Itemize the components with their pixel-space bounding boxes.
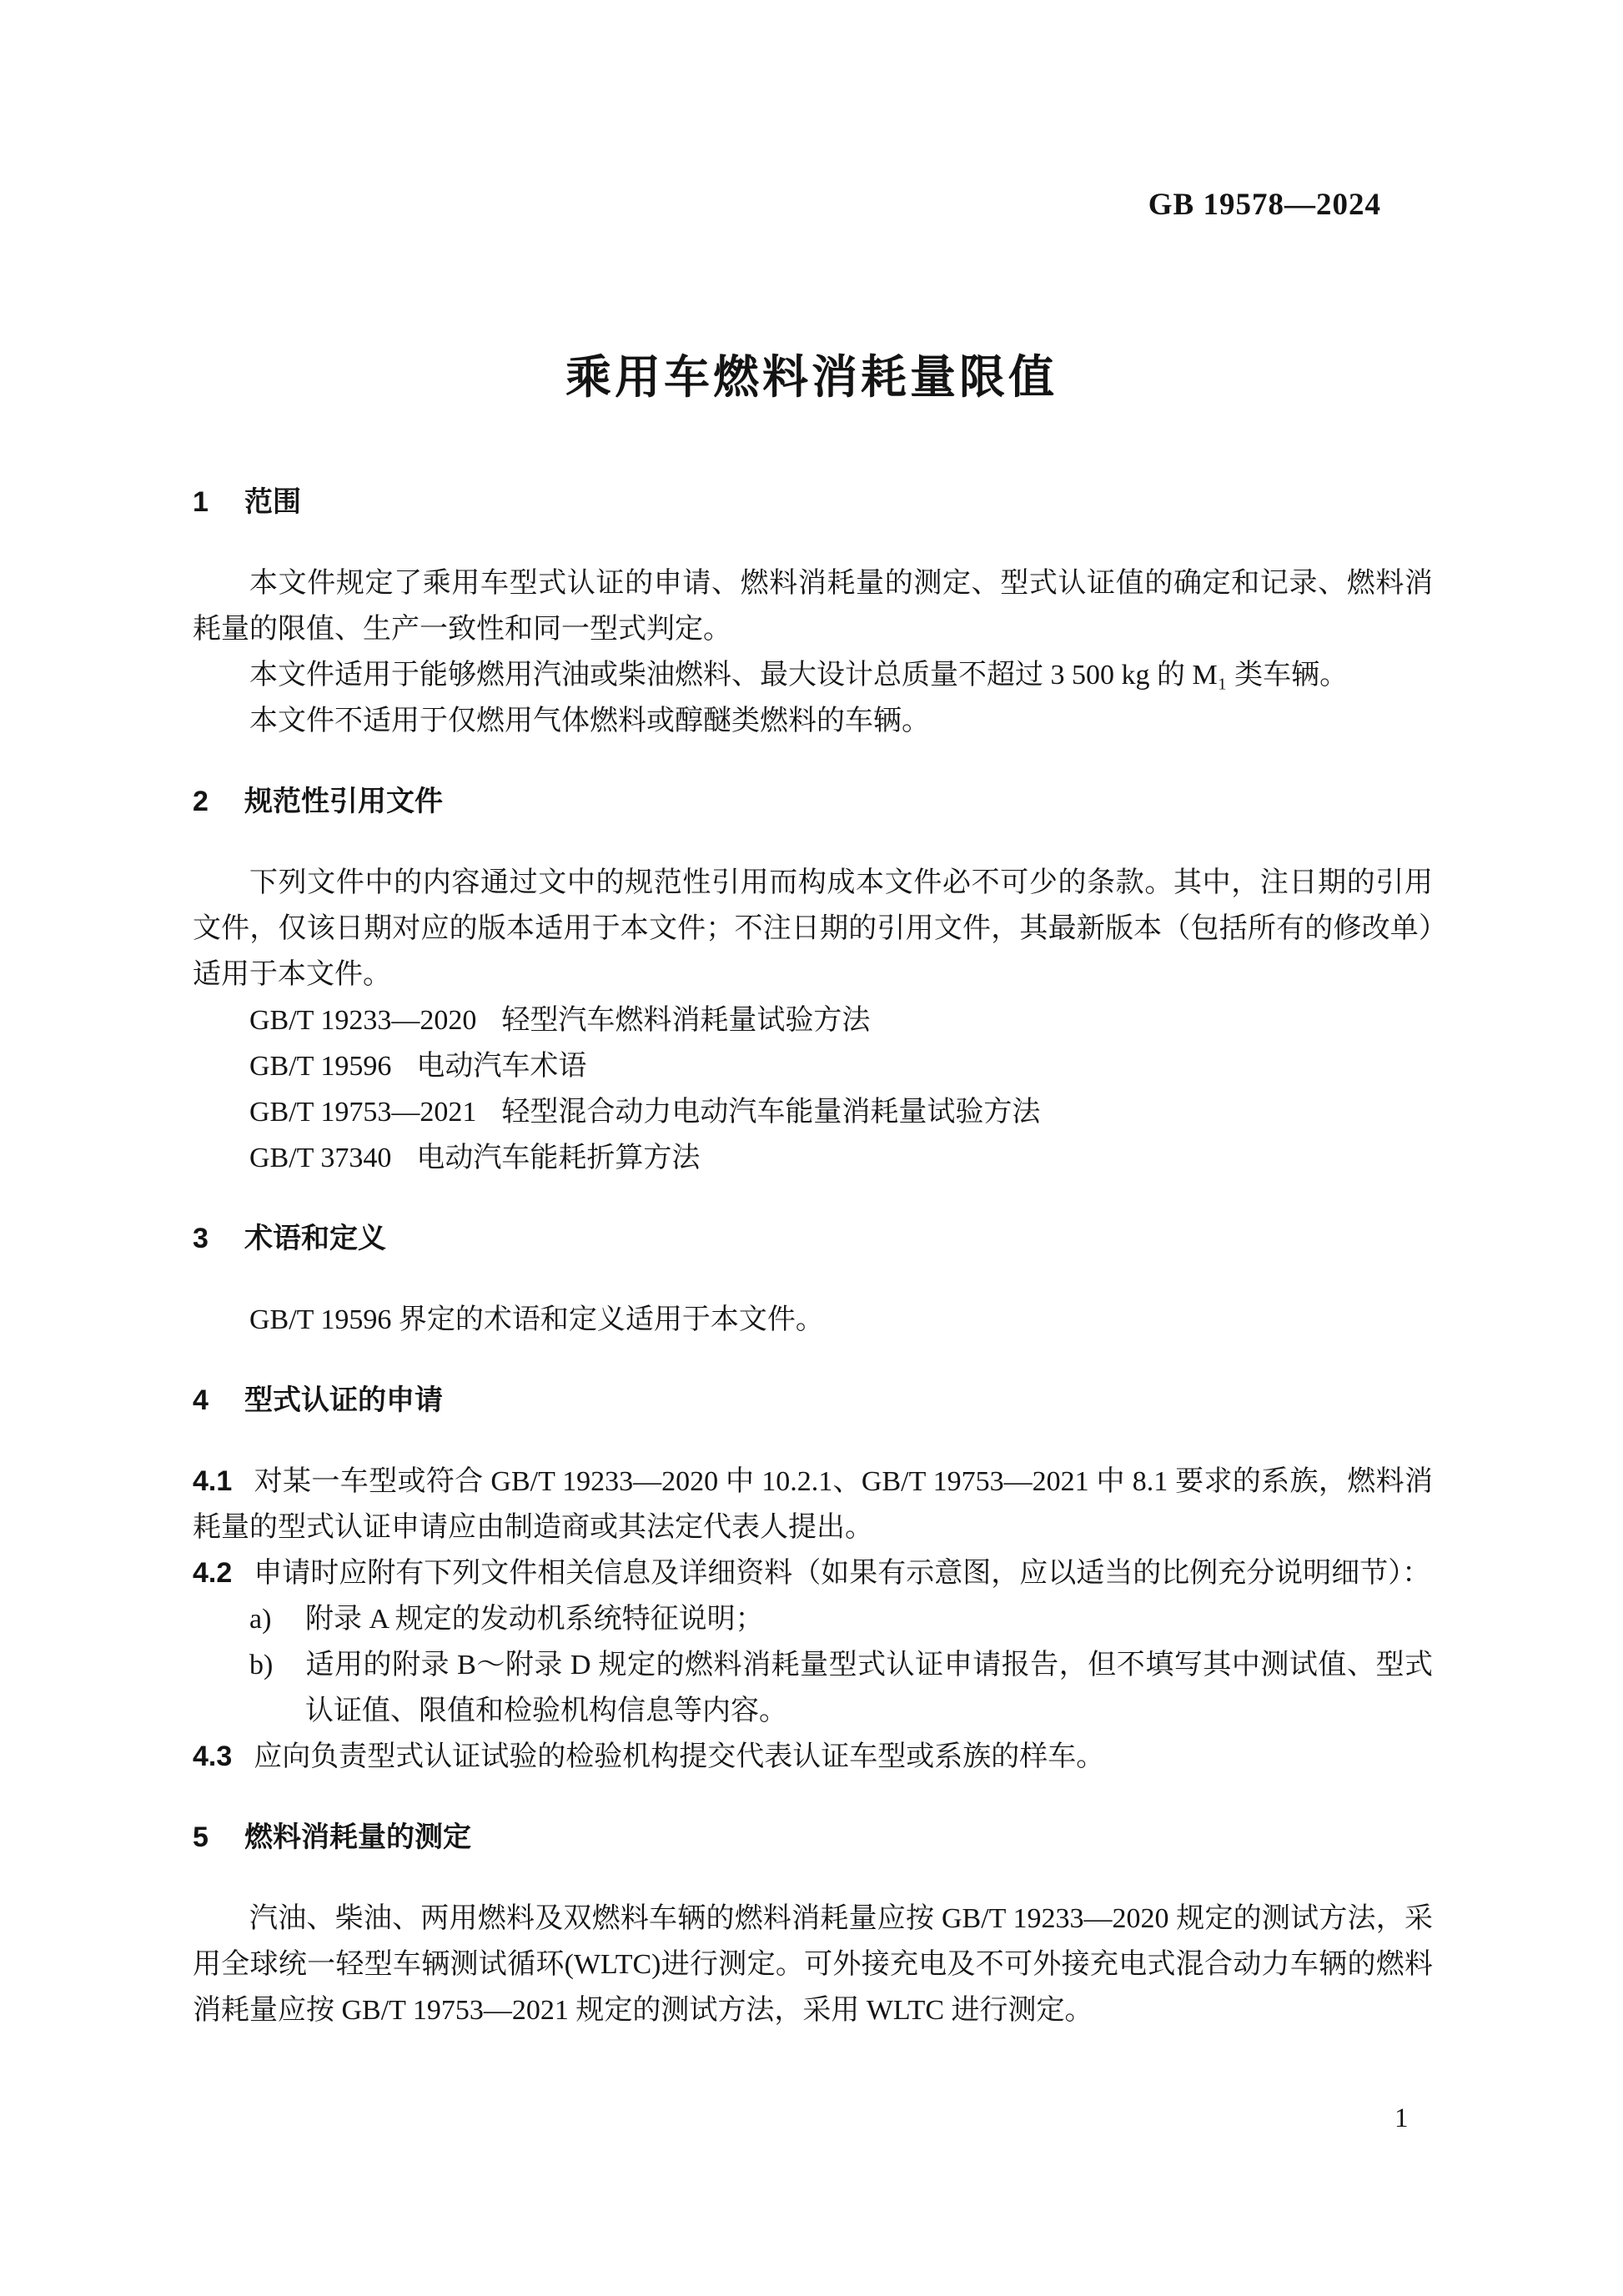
clause-number: 4.3 xyxy=(193,1741,233,1772)
reference-code: GB/T 37340 xyxy=(249,1143,392,1173)
document-title: 乘用车燃料消耗量限值 xyxy=(565,351,1058,403)
reference-code: GB/T 19233—2020 xyxy=(249,1005,477,1036)
reference-item xyxy=(193,1135,1433,1181)
section-heading xyxy=(193,779,1433,825)
section-title: 范围 xyxy=(244,486,301,518)
section-number: 4 xyxy=(193,1384,209,1416)
paragraph: 本文件适用于能够燃用汽油或柴油燃料、最大设计总质量不超过 3 500 kg 的 M₁ 类车辆。 xyxy=(249,660,1349,691)
document-body xyxy=(193,480,1433,2033)
section-fuel-consumption-measurement xyxy=(193,1815,1433,2033)
reference-item xyxy=(193,1043,1433,1089)
paragraph: 汽油、柴油、两用燃料及双燃料车辆的燃料消耗量应按 GB/T 19233—2020 规定的测试方法，采用全球统一轻型车辆测试循环(WLTC)进行测定。可外接充电及不可外接充电式混合动力车辆的燃料消耗量应按 GB/T 19753—2021 规定的测试方法，采用 WLTC 进行测定。 xyxy=(193,1903,1433,2026)
reference-code: GB/T 19753—2021 xyxy=(249,1097,477,1128)
list-item-a xyxy=(193,1596,1433,1642)
list-item-text: 适用的附录 B～附录 D 规定的燃料消耗量型式认证申请报告，但不填写其中测试值、型式认证值、限值和检验机构信息等内容。 xyxy=(305,1650,1433,1726)
list-item-text: 附录 A 规定的发动机系统特征说明； xyxy=(305,1604,764,1635)
clause-text: 对某一车型或符合 GB/T 19233—2020 中 10.2.1、GB/T 19753—2021 中 8.1 要求的系族，燃料消耗量的型式认证申请应由制造商或其法定代表人提出。 xyxy=(193,1466,1433,1543)
reference-title: 轻型混合动力电动汽车能量消耗量试验方法 xyxy=(501,1097,1041,1128)
section-terms-definitions xyxy=(193,1216,1433,1343)
clause-4-3 xyxy=(193,1734,1433,1780)
section-number: 1 xyxy=(193,486,209,518)
list-marker: a) xyxy=(249,1604,272,1635)
clause-4-2 xyxy=(193,1550,1433,1596)
section-heading xyxy=(193,480,1433,525)
clause-text: 应向负责型式认证试验的检验机构提交代表认证车型或系族的样车。 xyxy=(254,1741,1105,1772)
clause-4-1 xyxy=(193,1459,1433,1550)
clause-number: 4.2 xyxy=(193,1557,233,1589)
section-number: 3 xyxy=(193,1223,209,1254)
section-heading xyxy=(193,1216,1433,1262)
section-scope xyxy=(193,480,1433,744)
page-number: 1 xyxy=(1394,2103,1409,2133)
clause-text: 申请时应附有下列文件相关信息及详细资料（如果有示意图，应以适当的比例充分说明细节）： xyxy=(254,1558,1431,1589)
section-number: 2 xyxy=(193,786,209,817)
section-normative-references xyxy=(193,779,1433,1181)
reference-title: 轻型汽车燃料消耗量试验方法 xyxy=(501,1005,871,1036)
section-heading xyxy=(193,1815,1433,1861)
reference-item xyxy=(193,997,1433,1043)
reference-title: 电动汽车术语 xyxy=(416,1051,587,1082)
list-marker: b) xyxy=(249,1650,274,1681)
standard-code: GB 19578—2024 xyxy=(1148,188,1381,222)
paragraph: 下列文件中的内容通过文中的规范性引用而构成本文件必不可少的条款。其中，注日期的引用文件，仅该日期对应的版本适用于本文件；不注日期的引用文件，其最新版本（包括所有的修改单）适用于本文件。 xyxy=(193,867,1433,990)
section-title: 燃料消耗量的测定 xyxy=(244,1821,471,1853)
reference-item xyxy=(193,1089,1433,1135)
paragraph: 本文件规定了乘用车型式认证的申请、燃料消耗量的测定、型式认证值的确定和记录、燃料消耗量的限值、生产一致性和同一型式判定。 xyxy=(193,568,1433,645)
section-title: 规范性引用文件 xyxy=(244,786,443,817)
list-item-b xyxy=(193,1642,1433,1734)
paragraph: GB/T 19596 界定的术语和定义适用于本文件。 xyxy=(249,1304,824,1335)
section-number: 5 xyxy=(193,1821,209,1853)
paragraph: 本文件不适用于仅燃用气体燃料或醇醚类燃料的车辆。 xyxy=(249,706,930,736)
section-title: 术语和定义 xyxy=(244,1223,386,1254)
reference-code: GB/T 19596 xyxy=(249,1051,392,1082)
reference-title: 电动汽车能耗折算方法 xyxy=(416,1143,701,1173)
section-heading xyxy=(193,1378,1433,1424)
section-type-approval-application xyxy=(193,1378,1433,1780)
clause-number: 4.1 xyxy=(193,1465,233,1497)
section-title: 型式认证的申请 xyxy=(244,1384,443,1416)
